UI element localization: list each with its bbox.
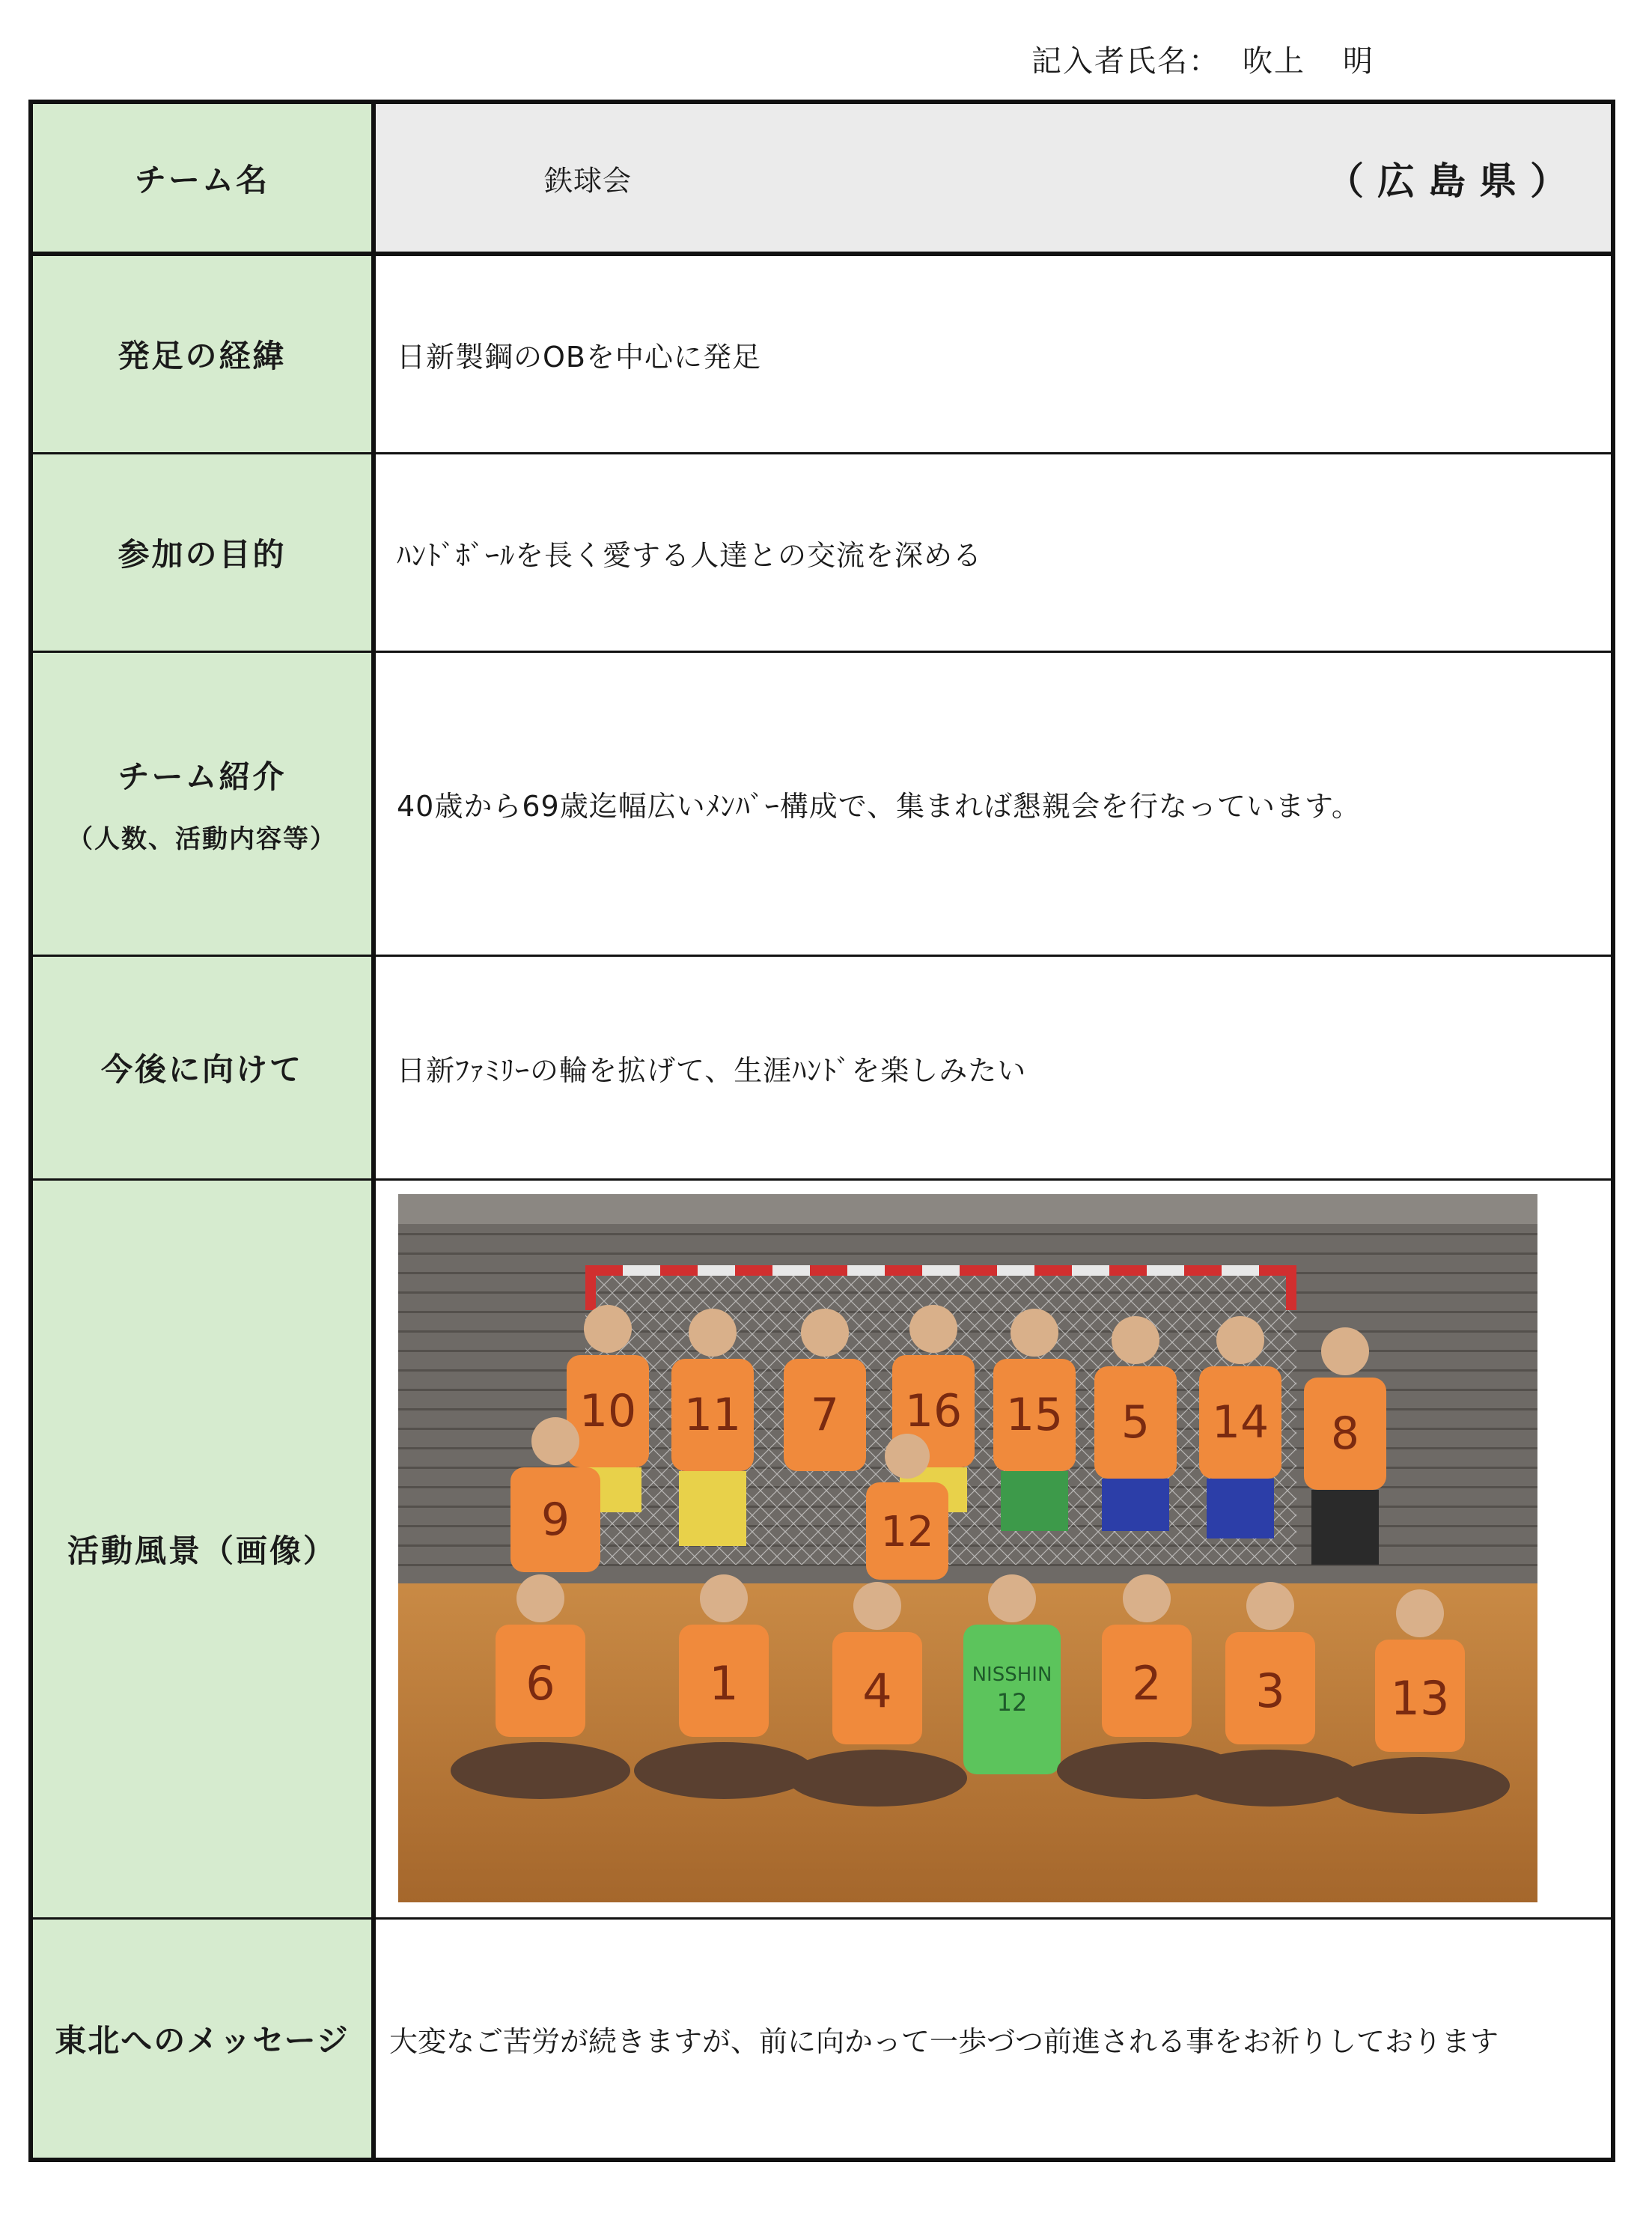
purpose-value: ﾊﾝﾄﾞﾎﾞｰﾙを長く愛する人達との交流を深める (374, 454, 1613, 652)
svg-text:12: 12 (996, 1688, 1028, 1717)
svg-text:7: 7 (810, 1389, 840, 1441)
purpose-label: 参加の目的 (31, 454, 374, 652)
activity-photo-cell (374, 1180, 1613, 1919)
future-label: 今後に向けて (31, 956, 374, 1180)
team-name-value: 鉄球会 (544, 164, 633, 197)
svg-text:6: 6 (525, 1656, 555, 1711)
introduction-sublabel: （人数、活動内容等） (67, 824, 337, 854)
svg-text:15: 15 (1005, 1389, 1064, 1441)
author-given-name: 明 (1343, 44, 1374, 79)
svg-text:12: 12 (880, 1508, 934, 1556)
introduction-row (31, 652, 1613, 956)
origin-value: 日新製鋼のOBを中心に発足 (374, 254, 1613, 454)
svg-text:16: 16 (904, 1385, 963, 1437)
message-row (31, 1919, 1613, 2161)
svg-text:14: 14 (1211, 1396, 1270, 1449)
svg-text:10: 10 (579, 1385, 637, 1437)
author-label: 記入者氏名： (1031, 44, 1220, 79)
activity-photo-label: 活動風景（画像） (31, 1180, 374, 1919)
activity-photo-row (31, 1180, 1613, 1919)
svg-text:11: 11 (683, 1389, 742, 1441)
author-line (1031, 37, 1374, 80)
author-family-name: 吹上 (1243, 44, 1305, 79)
team-name-label: チーム名 (31, 102, 374, 254)
svg-text:1: 1 (709, 1656, 739, 1711)
introduction-value: 40歳から69歳迄幅広いﾒﾝﾊﾞｰ構成で、集まれば懇親会を行なっています。 (374, 652, 1613, 956)
svg-text:4: 4 (862, 1664, 892, 1718)
message-label: 東北へのメッセージ (31, 1919, 374, 2161)
team-name-cell (374, 102, 1613, 254)
svg-text:8: 8 (1330, 1407, 1360, 1460)
svg-text:5: 5 (1121, 1396, 1150, 1449)
svg-text:NISSHIN: NISSHIN (972, 1664, 1052, 1686)
future-value: 日新ﾌｧﾐﾘｰの輪を拡げて、生涯ﾊﾝﾄﾞを楽しみたい (374, 956, 1613, 1180)
introduction-label-cell (31, 652, 374, 956)
prefecture-value: （広島県） (1326, 159, 1581, 203)
svg-text:13: 13 (1390, 1671, 1450, 1726)
introduction-label: チーム紹介 (118, 758, 287, 795)
origin-row (31, 254, 1613, 454)
svg-text:3: 3 (1255, 1664, 1285, 1718)
purpose-row (31, 454, 1613, 652)
team-group-photo (398, 1194, 1537, 1902)
svg-text:2: 2 (1132, 1656, 1162, 1711)
team-form (28, 100, 1615, 2162)
origin-label: 発足の経緯 (31, 254, 374, 454)
message-value: 大変なご苦労が続きますが、前に向かって一歩づつ前進される事をお祈りしております (374, 1919, 1613, 2161)
future-row (31, 956, 1613, 1180)
svg-text:9: 9 (540, 1494, 570, 1546)
team-name-row (31, 102, 1613, 254)
